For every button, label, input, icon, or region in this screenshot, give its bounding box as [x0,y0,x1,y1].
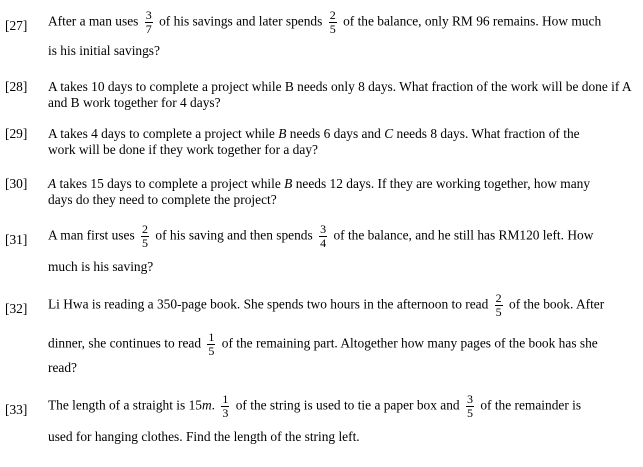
question-number: [27] [5,18,28,33]
question-number: [33] [5,402,28,417]
question-text-line: A man first uses $\frac{2}{5}$ of his saving and then spends $\frac{3}{4}$ of the balance, and he still has RM120 left. How [48,222,594,250]
question-text-line: The length of a straight is 15m. $\frac{1}{3}$ of the string is used to tie a paper box and $\frac{3}{5}$ of the remainder is [48,392,582,420]
question-text-line: A takes 15 days to complete a project while B needs 12 days. If they are working together, how many [48,176,591,191]
fraction: $\frac{2}{5}$ [495,291,502,319]
question-text-line: dinner, she continues to read $\frac{1}{5}$ of the remaining part. Altogether how many pages of the book has she [48,330,598,358]
question-number: [30] [5,176,28,191]
question-text-line: After a man uses $\frac{3}{7}$ of his savings and later spends $\frac{2}{5}$ of the balance, only RM 96 remains. How much [48,8,602,36]
fraction: $\frac{2}{5}$ [329,8,336,36]
fraction: $\frac{3}{4}$ [320,222,327,250]
fraction: $\frac{1}{3}$ [222,392,229,420]
fraction: $\frac{1}{5}$ [208,330,215,358]
question-number: [31] [5,232,28,247]
question-number: [28] [5,79,28,94]
question-number: [32] [5,301,28,316]
fraction: $\frac{3}{5}$ [466,392,473,420]
question-number: [29] [5,126,28,141]
question-text-line: Li Hwa is reading a 350-page book. She spends two hours in the afternoon to read $\frac{2}{5}$ of the book. After [48,291,605,319]
fraction: $\frac{2}{5}$ [142,222,149,250]
question-text: A takes 10 days to complete a project while B needs only 8 days. What fraction of the work will be done if A and B work together for 4 days? [48,79,631,110]
fraction: $\frac{3}{7}$ [145,8,152,36]
question-text-line: A takes 4 days to complete a project while B needs 6 days and C needs 8 days. What fraction of the [48,126,580,141]
